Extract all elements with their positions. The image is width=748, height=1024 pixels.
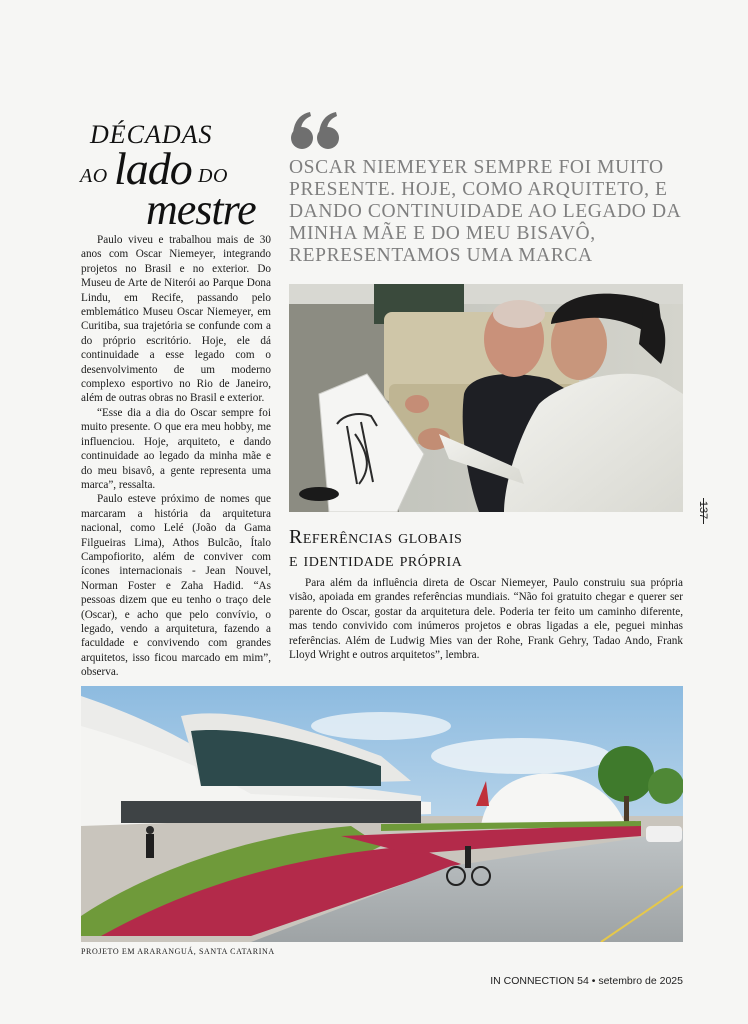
page-number: [697, 498, 722, 524]
section-heading-line1: Referências globais: [289, 526, 463, 548]
footer-separator: •: [591, 975, 596, 987]
paragraph: Paulo esteve próximo de nomes que marcaram a história da arquitetura nacional, como Lelé (João da Gama Filgueiras Lima), Athos Bulcão, Ítalo Campofiorito, além de conviver com ícones internacionais - Jean Nouvel, Norman Foster e Zaha Hadid. “As pessoas dizem que eu tenho o traço dele (Oscar), e acho que pelo convívio, o legado, vendo a arquitetura, fazendo a faculdade e convivendo com grandes arquitetos, isso ficou marcado em mim”, observa.: [81, 493, 271, 679]
magazine-name: IN CONNECTION 54: [490, 975, 589, 987]
title-lado: lado: [114, 143, 192, 194]
architecture-render-image: [81, 686, 683, 942]
photo-niemeyer-and-paulo: [289, 284, 683, 512]
left-column-text: [81, 233, 271, 680]
section-heading: [289, 526, 689, 572]
image-caption: PROJETO EM ARARANGUÁ, SANTA CATARINA: [81, 947, 275, 956]
paragraph: Para além da influência direta de Oscar Niemeyer, Paulo construiu sua própria visão, apoiada em grandes referências mundiais. “Não foi gratuito chegar e querer ser parente do Oscar, gostar da arquitetura dele. Poderia ter feito um caminho diferente, mas tendo convivido com inúmeros projetos e obras ligadas a ele, peguei minhas referências. Além de Ludwig Mies van der Rohe, Frank Gehry, Tadao Ando, Frank Lloyd Wright e outros arquitetos”, lembra.: [289, 577, 683, 662]
pull-quote: OSCAR NIEMEYER SEMPRE FOI MUITO PRESENTE. HOJE, COMO ARQUITETO, E DANDO CONTINUIDADE AO LEGADO DA MINHA MÃE E DO MEU BISAVÔ, REPRESENTAMOS UMA MARCA: [289, 157, 681, 266]
title-mestre: mestre: [146, 185, 256, 234]
title-do: DO: [198, 165, 228, 187]
title-decadas: DÉCADAS: [90, 120, 213, 149]
page-number-text: 137: [697, 500, 710, 520]
paragraph: Paulo viveu e trabalhou mais de 30 anos com Oscar Niemeyer, integrando projetos no Brasil e no exterior. Do Museu de Arte de Niterói ao Parque Dona Lindu, em Recife, passando pelo emblemático Museu Oscar Niemeyer, em Curitiba, sua trajetória se confunde com a do próprio escritório. Hoje, ele dá continuidade a esse legado com o desenvolvimento de um moderno complexo esportivo no Rio de Janeiro, além de outras obras no Brasil e exterior.: [81, 234, 271, 405]
page-footer: [490, 975, 683, 987]
title-ao: AO: [80, 165, 108, 187]
article-title: [80, 116, 270, 234]
issue-date: setembro de 2025: [598, 975, 683, 987]
quote-mark-icon: [290, 110, 342, 154]
section-heading-line2: e identidade própria: [289, 549, 463, 571]
paragraph: “Esse dia a dia do Oscar sempre foi muito presente. O que era meu hobby, me influenciou. Hoje, arquiteto, e dando continuidade ao legado da minha mãe e do meu bisavô, a gente representa uma marca”, ressalta.: [81, 406, 271, 491]
right-column-text: [289, 576, 683, 662]
